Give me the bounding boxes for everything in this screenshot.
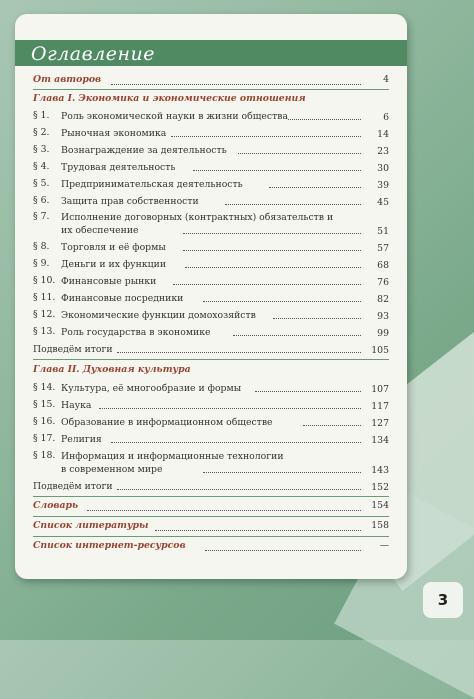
toc-sheet: [15, 14, 407, 579]
divider: [33, 496, 389, 497]
toc-summary[interactable]: Подведём итоги 105: [33, 344, 389, 356]
toc-item[interactable]: § 7. Исполнение договорных (контрактных) обязательств и их обеспечение 51: [33, 211, 389, 237]
toc-item[interactable]: § 18. Информация и информационные технологии в современном мире 143: [33, 450, 389, 476]
toc-item[interactable]: § 16. Образование в информационном обществе 127: [33, 416, 389, 429]
toc-internet-resources[interactable]: Список интернет-ресурсов —: [33, 540, 389, 551]
toc-dictionary[interactable]: Словарь 154: [33, 500, 389, 511]
toc-from-authors-label: От авторов: [33, 74, 102, 85]
toc-item[interactable]: § 14. Культура, её многообразие и формы 107: [33, 382, 389, 395]
divider: [33, 516, 389, 517]
divider: [33, 536, 389, 537]
divider: [33, 89, 389, 90]
toc-summary[interactable]: Подведём итоги 152: [33, 481, 389, 493]
toc-item[interactable]: § 15. Наука 117: [33, 399, 389, 412]
toc-item[interactable]: § 6. Защита прав собственности 45: [33, 195, 389, 208]
toc-item[interactable]: § 4. Трудовая деятельность 30: [33, 161, 389, 174]
toc-item[interactable]: § 1. Роль экономической науки в жизни общества 6: [33, 110, 389, 123]
toc-item[interactable]: § 13. Роль государства в экономике 99: [33, 326, 389, 339]
toc-item[interactable]: § 2. Рыночная экономика 14: [33, 127, 389, 140]
page-number: 3: [423, 582, 463, 618]
divider: [33, 359, 389, 360]
toc-item[interactable]: § 3. Вознаграждение за деятельность 23: [33, 144, 389, 157]
toc-item[interactable]: § 8. Торговля и её формы 57: [33, 241, 389, 254]
toc-header: [15, 40, 407, 66]
toc-item[interactable]: § 12. Экономические функции домохозяйств 93: [33, 309, 389, 322]
toc-item[interactable]: § 10. Финансовые рынки 76: [33, 275, 389, 288]
toc-item[interactable]: § 5. Предпринимательская деятельность 39: [33, 178, 389, 191]
toc-references[interactable]: Список литературы 158: [33, 520, 389, 531]
toc-item[interactable]: § 11. Финансовые посредники 82: [33, 292, 389, 305]
toc-item[interactable]: § 9. Деньги и их функции 68: [33, 258, 389, 271]
toc-chapter-1[interactable]: Глава I. Экономика и экономические отношения: [33, 93, 306, 104]
toc-chapter-2[interactable]: Глава II. Духовная культура: [33, 364, 191, 375]
toc-title: Оглавление: [31, 43, 156, 65]
toc-from-authors-page: 4: [383, 74, 389, 85]
toc-item[interactable]: § 17. Религия 134: [33, 433, 389, 446]
toc-from-authors[interactable]: [33, 74, 389, 85]
